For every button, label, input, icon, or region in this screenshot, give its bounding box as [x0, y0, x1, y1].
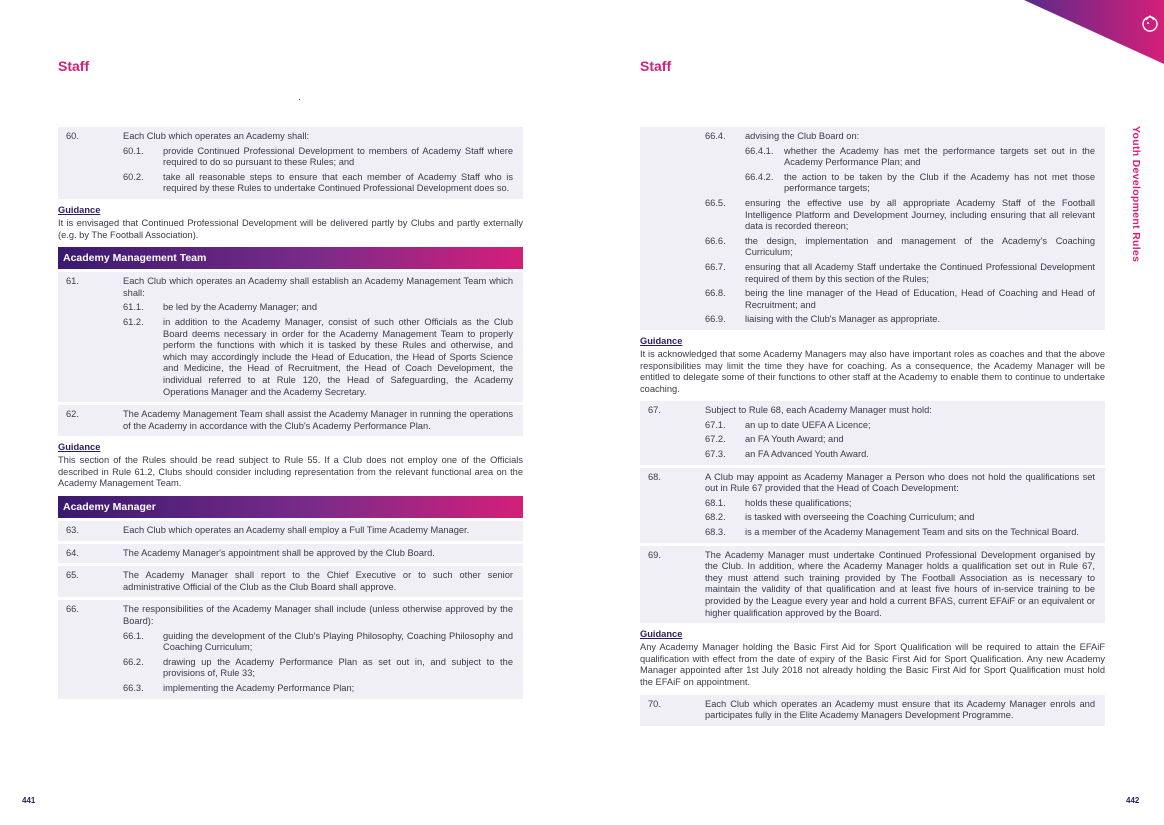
subrule-66-4-2: 66.4.2. the action to be taken by the Club if the Academy has not met those performance targets;	[745, 171, 1095, 194]
rule-text: A Club may appoint as Academy Manager a Person who does not hold the qualifications set out in Rule 67 provided that the Head of Coach Development:	[705, 471, 1095, 494]
subrule-67-2: 67.2. an FA Youth Award; and	[705, 434, 844, 445]
subrule-66-4-1: 66.4.1. whether the Academy has met the performance targets set out in the Academy Performance Plan; and	[745, 145, 1095, 168]
subrule-60-1: 60.1. provide Continued Professional Development to members of Academy Staff where required to do so pursuant to these Rules; and	[123, 145, 513, 168]
page-title-right: Staff	[640, 58, 672, 74]
subrule-66-9: 66.9. liaising with the Club's Manager as appropriate.	[705, 314, 941, 325]
subrule-66-3: 66.3. implementing the Academy Performance Plan;	[123, 683, 355, 693]
subrule-66-7: 66.7. ensuring that all Academy Staff undertake the Continued Professional Development required of them by this section of the Rules;	[705, 261, 1095, 284]
rule-text: Subject to Rule 68, each Academy Manager must hold:	[705, 405, 932, 416]
guidance-heading: Guidance	[58, 204, 101, 215]
side-section-label: Youth Development Rules	[1130, 126, 1142, 263]
rule-text: Each Club which operates an Academy shall employ a Full Time Academy Manager.	[123, 525, 470, 536]
rule-text: Each Club which operates an Academy shall establish an Academy Management Team which shall:	[123, 276, 513, 298]
rule-number: 65.	[66, 570, 79, 581]
subrule-60-2: 60.2. take all reasonable steps to ensure that each member of Academy Staff who is required by these Rules to undertake Continued Professional Development does so.	[123, 171, 513, 194]
rule-65	[58, 566, 523, 597]
subrule-66-5: 66.5. ensuring the effective use by all appropriate Academy Staff of the Football Intelligence Platform and Development Journey, including ensuring that all relevant data is recorded thereon;	[705, 197, 1095, 232]
guidance-text: It is envisaged that Continued Professional Development will be delivered partly by Clubs and partly externally (e.g. by The Football Association).	[58, 217, 523, 240]
subrule-68-3: 68.3. is a member of the Academy Management Team and sits on the Technical Board.	[705, 527, 1080, 538]
rule-66	[58, 600, 523, 698]
subrule-68-2: 68.2. is tasked with overseeing the Coaching Curriculum; and	[705, 512, 975, 523]
subrule-67-1: 67.1. an up to date UEFA A Licence;	[705, 419, 871, 430]
stray-dot	[299, 99, 300, 100]
rule-70	[640, 695, 1105, 726]
rule-number: 66.	[66, 604, 79, 615]
subrule-67-3: 67.3. an FA Advanced Youth Award.	[705, 449, 869, 460]
left-column	[58, 127, 523, 702]
rule-69	[640, 546, 1105, 624]
rule-number: 62.	[66, 409, 79, 420]
guidance-heading: Guidance	[58, 442, 101, 453]
rule-text: The Academy Manager shall report to the Chief Executive or to such other senior administrative Official of the Club as the Club Board shall approve.	[123, 570, 513, 592]
subrule-68-1: 68.1. holds these qualifications;	[705, 497, 852, 508]
rule-number: 67.	[648, 405, 661, 416]
rule-text: The responsibilities of the Academy Manager shall include (unless otherwise approved by the Board):	[123, 604, 513, 627]
rule-number: 69.	[648, 549, 661, 560]
rule-number: 63.	[66, 525, 79, 536]
guidance-heading: Guidance	[640, 629, 683, 640]
rule-67	[640, 401, 1105, 464]
section-heading-academy-management-team: Academy Management Team	[58, 247, 523, 269]
guidance-text: Any Academy Manager holding the Basic First Aid for Sport Qualification will be required to attain the EFAiF qualification with effect from the date of expiry of the Basic First Aid for Sport Qualification. Any new Academy Manager appointed after 1st July 2018 not already holding the Basic First Aid for Sport Qualification must hold the EFAiF on appointment.	[640, 642, 1105, 687]
subrule-66-6: 66.6. the design, implementation and management of the Academy's Coaching Curriculum;	[705, 235, 1095, 258]
rule-60	[58, 127, 523, 199]
page-number-left: 441	[22, 796, 36, 805]
subrule-61-2: 61.2. in addition to the Academy Manager, consist of such other Officials as the Club Board deems necessary in order for the Academy Management Team to properly perform the functions with which it is tasked by these Rules and otherwise, and which may accordingly include the Head of Education, the Head of Sports Science and Medicine, the Head of Recruitment, the Head of Coach Development, the individual referred to at Rule 120, the Head of Safeguarding, the Academy Operations Manager and the Academy Secretary.	[123, 316, 513, 397]
subrule-61-1: 61.1. be led by the Academy Manager; and	[123, 302, 318, 313]
rule-text: The Academy Manager must undertake Continued Professional Development organised by the Club. In addition, where the Academy Manager holds a qualification set out in Rule 67, they must attend such training provided by The Football Association as is necessary to maintain the validity of that qualification and at least five hours of in-service training to be provided by the League every year and hold a current BFAS, current EFAiF or an equivalent or higher qualification approved by the Board.	[705, 549, 1095, 618]
rule-63	[58, 521, 523, 541]
guidance-text: This section of the Rules should be read subject to Rule 55. If a Club does not employ one of the Officials described in Rule 61.2, Clubs should consider including representation from the relevant functional area on the Academy Management Team.	[58, 455, 523, 489]
subrule-66-8: 66.8. being the line manager of the Head of Education, Head of Coaching and Head of Recruitment; and	[705, 288, 1095, 310]
subrule-66-2: 66.2. drawing up the Academy Performance Plan as set out in, and subject to the provisions of, Rule 33;	[123, 656, 513, 679]
rule-number: 60.	[66, 131, 79, 141]
rule-text: The Academy Management Team shall assist the Academy Manager in running the operations of the Academy in accordance with the Club's Academy Performance Plan.	[123, 409, 513, 431]
rule-66-continued	[640, 127, 1105, 330]
rule-64	[58, 544, 523, 564]
corner-banner	[1014, 0, 1164, 70]
rule-68	[640, 468, 1105, 543]
rule-text: Each Club which operates an Academy must ensure that its Academy Manager enrols and participates fully in the Elite Academy Managers Development Programme.	[705, 698, 1095, 721]
subrule-66-1: 66.1. guiding the development of the Club's Playing Philosophy, Coaching Philosophy and Coaching Curriculum;	[123, 630, 513, 653]
rule-text: The Academy Manager's appointment shall be approved by the Club Board.	[123, 547, 435, 558]
rule-number: 64.	[66, 547, 79, 558]
rule-number: 70.	[648, 698, 661, 709]
rule-62	[58, 405, 523, 436]
page-number-right: 442	[1126, 796, 1140, 805]
page-title-left: Staff	[58, 58, 90, 74]
rule-61	[58, 272, 523, 402]
subrule-66-4: 66.4. advising the Club Board on: 66.4.1. whether the Academy has met the performance targets set out in the Academy Performance Plan; and 66.4.2. the action to be taken by the Club if the Academy has not met those performance targets;	[705, 131, 1095, 194]
right-column	[640, 127, 1105, 729]
rule-number: 61.	[66, 276, 79, 287]
section-heading-academy-manager: Academy Manager	[58, 496, 523, 518]
rule-number: 68.	[648, 471, 661, 482]
guidance-text: It is acknowledged that some Academy Managers may also have important roles as coaches and that the above responsibilities may limit the time they have for coaching. As a consequence, the Academy Manager will be entitled to delegate some of their functions to other staff at the Academy to enable them to continue to undertake coaching.	[640, 348, 1105, 394]
guidance-heading: Guidance	[640, 335, 683, 346]
rule-text: Each Club which operates an Academy shall:	[123, 131, 310, 141]
